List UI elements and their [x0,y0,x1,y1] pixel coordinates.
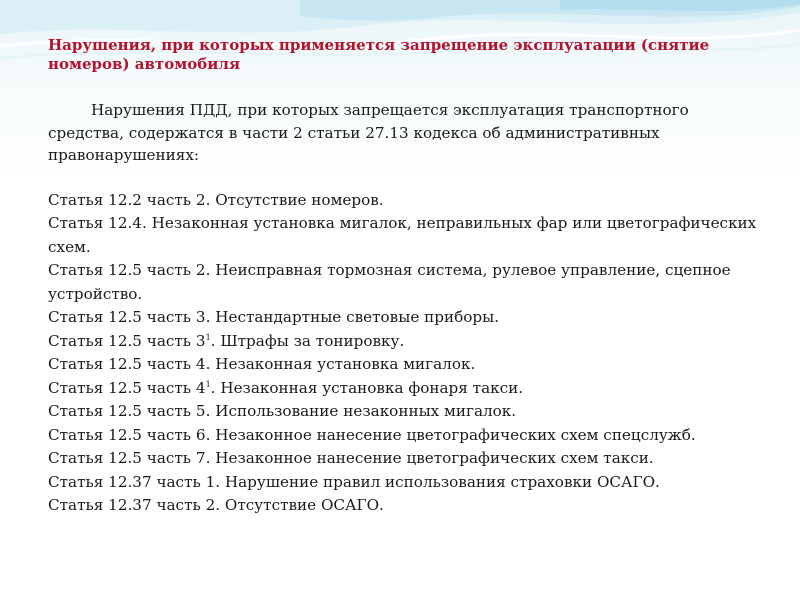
slide-title: Нарушения, при которых применяется запрещение эксплуатации (снятие номеров) автомобиля [48,36,710,73]
list-item-description: . Незаконная установка фонаря такси. [210,378,524,397]
list-item: Статья 12.4. Незаконная установка мигалок, неправильных фар или цветографических схем. [48,214,757,256]
list-item: Статья 12.5 часть 2. Неисправная тормозная система, рулевое управление, сцепное устройство. [48,261,731,303]
superscript-index: 1 [205,379,211,389]
intro-paragraph: Нарушения ПДД, при которых запрещается эксплуатация транспортного средства, содержатся в части 2 статьи 27.13 кодекса об административных правонарушениях: [48,101,689,164]
list-item-article: Статья 12.5 часть 4 [48,378,206,397]
list-item-article: Статья 12.5 часть 3 [48,331,206,350]
list-item [48,377,764,401]
superscript-index: 1 [205,332,211,342]
list-item: Статья 12.5 часть 6. Незаконное нанесение цветографических схем спецслужб. [48,425,696,444]
violations-list [48,189,764,518]
list-item: Статья 12.5 часть 4. Незаконная установка мигалок. [48,355,476,373]
list-item: Статья 12.5 часть 7. Незаконное нанесение цветографических схем такси. [48,449,654,467]
list-item: Статья 12.5 часть 3. Нестандартные световые приборы. [48,308,500,326]
list-item-description: . Штрафы за тонировку. [210,331,405,350]
list-item: Статья 12.2 часть 2. Отсутствие номеров. [48,190,384,209]
slide-content [48,36,764,518]
list-item: Статья 12.37 часть 1. Нарушение правил использования страховки ОСАГО. [48,472,660,491]
list-item: Статья 12.5 часть 5. Использование незаконных мигалок. [48,402,517,420]
list-item [48,330,764,354]
list-item: Статья 12.37 часть 2. Отсутствие ОСАГО. [48,496,384,514]
